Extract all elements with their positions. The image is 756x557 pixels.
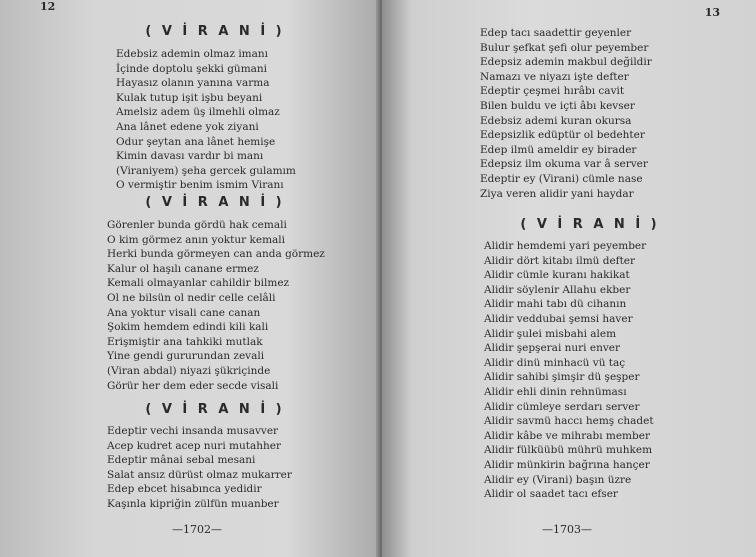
verse-line: Edep ebcet hisabınca yedidir — [107, 483, 262, 496]
verse-line: Görür her dem eder secde visali — [107, 379, 279, 392]
verse-line: Alidir söylenir Allahu ekber — [484, 283, 631, 296]
verse-line: Ana yoktur visali cane canan — [107, 306, 261, 319]
verse-line: (Viraniyem) şeha gercek gulamım — [116, 164, 296, 177]
verse-line: O vermiştir benim ismim Viranı — [116, 179, 284, 192]
verse-line: Edeptir mânai sebal mesani — [107, 454, 256, 467]
verse-line: Alidir şepşerai nuri enver — [484, 342, 621, 355]
folio-right: —1703— — [542, 523, 592, 536]
verse-line: Kemali olmayanlar cahildir bilmez — [107, 277, 290, 290]
left-poem-1 — [116, 47, 296, 193]
verse-line: Alidir ol saadet tacı efser — [484, 488, 618, 501]
verse-line: Alidir hemdemi yari peyember — [484, 240, 647, 252]
verse-line: Edeptir ey (Virani) cümle nase — [480, 172, 643, 185]
verse-line: Alidir cümle kuranı hakikat — [484, 269, 630, 282]
verse-line: Alidir veddubai şemsi haver — [484, 312, 633, 325]
verse-line: Alidir dört kitabı ilmü defter — [484, 254, 636, 267]
verse-line: Kimin davası vardır bi manı — [116, 150, 264, 163]
verse-line: Alidir sahibi şimşir dü şeşper — [484, 371, 640, 384]
verse-line: Alidir savmü haccı hemş chadet — [484, 415, 654, 428]
verse-line: Edep ilmü ameldir ey birader — [480, 143, 637, 156]
verse-line: Herki bunda görmeyen can anda görmez — [107, 248, 325, 261]
right-poem-2 — [484, 239, 654, 502]
left-heading-2-block — [90, 193, 340, 213]
verse-line: Odur şeytan ana lânet hemişe — [116, 135, 276, 148]
right-page — [382, 0, 756, 557]
verse-line: Edebsiz ademin olmaz imanı — [116, 48, 269, 60]
verse-line: Edepsiz ademin makbul değildir — [480, 56, 652, 69]
verse-line: Alidir ey (Virani) başın üzre — [484, 473, 632, 486]
left-poem-2 — [107, 218, 325, 393]
verse-line: (Viran abdal) niyazi şükriçinde — [107, 364, 271, 377]
poem-heading: ( V İ R A N İ ) — [145, 24, 285, 39]
verse-line: Ziya veren alidir yani haydar — [480, 187, 634, 200]
verse-line: Amelsiz adem üş ilmehli olmaz — [116, 106, 280, 119]
verse-line: Yine gendi gururundan zevali — [107, 350, 265, 363]
verse-line: Ana lânet edene yok ziyani — [116, 120, 259, 133]
verse-line: Kaşınla kipriğin zülfün muanber — [107, 497, 279, 510]
verse-line: Erişmiştir ana tahkiki mutlak — [107, 335, 263, 348]
left-heading-3-block — [90, 400, 340, 420]
right-heading-block — [490, 215, 690, 235]
verse-line: Alidir dinü minhacü vü taç — [484, 356, 626, 369]
verse-line: Hayasız olanın yanına varma — [116, 77, 270, 90]
verse-line: Edep tacı saadettir geyenler — [480, 27, 632, 39]
page-number-right: 13 — [704, 6, 720, 19]
verse-line: Kulak tutup işit işbu beyani — [116, 91, 263, 104]
verse-line: Alidir ehli dinin rehnüması — [484, 385, 627, 398]
verse-line: Alidir cümleye serdarı server — [484, 400, 640, 413]
verse-line: Bulur şefkat şefi olur peyember — [480, 41, 649, 54]
verse-line: Edepsiz ilm okuma var â server — [480, 158, 648, 171]
verse-line: Namazı ve niyazı işte defter — [480, 70, 629, 83]
verse-line: Acep kudret acep nuri mutahher — [107, 439, 281, 452]
verse-line: Bilen buldu ve içti âbı kevser — [480, 99, 635, 112]
poem-heading: ( V İ R A N İ ) — [520, 217, 660, 232]
verse-line: Edepsizlik edüptür ol bedehter — [480, 129, 645, 142]
verse-line: Alidir kâbe ve mihrabı member — [484, 429, 650, 442]
right-poem-1 — [480, 26, 652, 201]
verse-line: Alidir fülküübü mührü muhkem — [484, 444, 653, 457]
verse-line: Salat ansız dürüst olmaz mukarrer — [107, 468, 292, 481]
verse-line: Şokim hemdem edindi kili kali — [107, 321, 269, 334]
verse-line: Edeptir vechi insanda musavver — [107, 425, 279, 437]
verse-line: Kalur ol haşılı canane ermez — [107, 262, 259, 275]
folio-left: —1702— — [172, 523, 222, 536]
verse-line: Görenler bunda gördü hak cemali — [107, 219, 287, 231]
verse-line: Edeptir çeşmei hırâbı cavit — [480, 85, 625, 98]
verse-line: Alidir mahi tabı dü cihanın — [484, 298, 627, 311]
verse-line: Alidir münkirin bağrına hançer — [484, 458, 650, 471]
verse-line: Edebsiz ademi kuran okursa — [480, 114, 632, 127]
verse-line: Alidir şulei misbahi alem — [484, 327, 617, 340]
verse-line: Ol ne bilsün ol nedir celle celâli — [107, 291, 276, 304]
left-poem-3 — [107, 424, 292, 512]
poem-heading: ( V İ R A N İ ) — [145, 195, 285, 210]
verse-line: O kim görmez anın yoktur kemali — [107, 233, 286, 246]
left-heading-1-block — [90, 22, 340, 42]
poem-heading: ( V İ R A N İ ) — [145, 402, 285, 417]
page-number-left: 12 — [40, 0, 56, 13]
verse-line: İçinde doptolu şekki gümani — [116, 62, 268, 75]
